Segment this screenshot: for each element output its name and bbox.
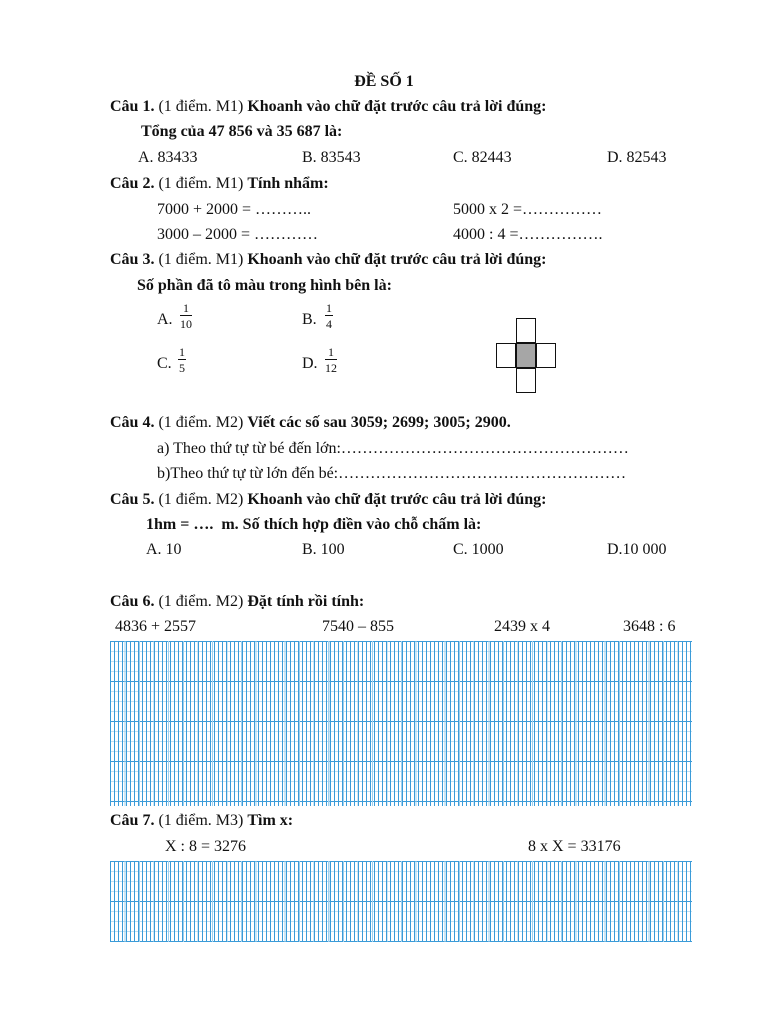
question-5-instruction: Khoanh vào chữ đặt trước câu trả lời đúng: (247, 491, 547, 508)
question-3-instruction: Khoanh vào chữ đặt trước câu trả lời đúng: (247, 251, 547, 268)
question-5-option-c: C. 1000 (453, 541, 504, 558)
question-7-label: Câu 7. (110, 812, 155, 829)
cross-cell-top (516, 318, 536, 343)
question-5-option-d: D.10 000 (607, 541, 667, 558)
question-3-option-d-fraction (325, 346, 337, 374)
question-3-meta: (1 điểm. M1) (158, 251, 244, 268)
question-6-answer-grid[interactable] (110, 641, 692, 806)
question-6-instruction: Đặt tính rồi tính: (247, 593, 365, 610)
question-4-header (110, 415, 511, 431)
question-4-label: Câu 4. (110, 414, 155, 431)
fraction-numerator: 1 (183, 301, 189, 315)
question-7-item-1: X : 8 = 3276 (165, 838, 247, 855)
question-1-label: Câu 1. (110, 98, 155, 115)
cross-cell-left (496, 343, 516, 368)
question-4-part-b: b)Theo thứ tự từ lớn đến bé:……………………………………………… (157, 465, 627, 482)
question-4-meta: (1 điểm. M2) (158, 414, 244, 431)
question-5-meta: (1 điểm. M2) (158, 491, 244, 508)
question-1-option-b: B. 83543 (302, 149, 361, 166)
question-6-header (110, 594, 364, 610)
question-1-option-d: D. 82543 (607, 149, 667, 166)
question-5-label: Câu 5. (110, 491, 155, 508)
question-5-option-b: B. 100 (302, 541, 345, 558)
question-5-option-a: A. 10 (146, 541, 182, 558)
question-3-option-c-fraction (178, 346, 186, 374)
question-2-item-1: 7000 + 2000 = ……….. (157, 201, 312, 218)
question-1-option-a: A. 83433 (138, 149, 198, 166)
question-1-instruction: Khoanh vào chữ đặt trước câu trả lời đúng: (247, 98, 547, 115)
question-6-label: Câu 6. (110, 593, 155, 610)
question-2-instruction: Tính nhẩm: (247, 175, 329, 192)
question-7-header (110, 813, 293, 829)
question-1-header (110, 99, 547, 115)
question-6-item-3: 2439 x 4 (494, 618, 550, 635)
fraction-numerator: 1 (179, 345, 185, 359)
question-3-label: Câu 3. (110, 251, 155, 268)
fraction-numerator: 1 (328, 345, 334, 359)
question-6-item-1: 4836 + 2557 (115, 618, 197, 635)
fraction-denominator: 4 (326, 317, 332, 331)
question-4-instruction: Viết các số sau 3059; 2699; 3005; 2900. (247, 414, 511, 431)
question-2-header (110, 176, 329, 192)
fraction-denominator: 10 (180, 317, 192, 331)
cross-cell-center-shaded (516, 343, 536, 368)
question-2-item-3: 3000 – 2000 = ………… (157, 226, 319, 243)
fraction-denominator: 5 (179, 361, 185, 375)
question-3-option-c-letter: C. (157, 355, 172, 372)
question-3-option-b-letter: B. (302, 311, 317, 328)
question-7-answer-grid[interactable] (110, 861, 692, 942)
question-7-instruction: Tìm x: (247, 812, 294, 829)
question-3-option-d-letter: D. (302, 355, 318, 372)
question-3-option-a-letter: A. (157, 311, 173, 328)
cross-cell-bottom (516, 368, 536, 393)
cross-cell-right (536, 343, 556, 368)
question-1-option-c: C. 82443 (453, 149, 512, 166)
question-2-label: Câu 2. (110, 175, 155, 192)
question-5-header (110, 492, 547, 508)
question-6-meta: (1 điểm. M2) (158, 593, 244, 610)
question-2-item-2: 5000 x 2 =…………… (453, 201, 603, 218)
question-3-option-a-fraction (180, 302, 192, 330)
question-1-meta: (1 điểm. M1) (158, 98, 244, 115)
question-3-prompt: Số phần đã tô màu trong hình bên là: (137, 277, 392, 294)
question-5-prompt: 1hm = …. m. Số thích hợp điền vào chỗ chấm là: (146, 516, 482, 533)
question-7-item-2: 8 x X = 33176 (528, 838, 621, 855)
question-1-prompt: Tổng của 47 856 và 35 687 là: (141, 123, 343, 140)
question-2-meta: (1 điểm. M1) (158, 175, 244, 192)
question-3-option-b-fraction (325, 302, 333, 330)
question-7-meta: (1 điểm. M3) (158, 812, 244, 829)
fraction-numerator: 1 (326, 301, 332, 315)
question-4-part-a: a) Theo thứ tự từ bé đến lớn:……………………………………………… (157, 440, 629, 457)
question-6-item-2: 7540 – 855 (322, 618, 394, 635)
fraction-denominator: 12 (325, 361, 337, 375)
page-title: ĐỀ SỐ 1 (354, 73, 414, 90)
question-6-item-4: 3648 : 6 (623, 618, 676, 635)
question-3-header (110, 252, 547, 268)
question-2-item-4: 4000 : 4 =……………. (453, 226, 603, 243)
